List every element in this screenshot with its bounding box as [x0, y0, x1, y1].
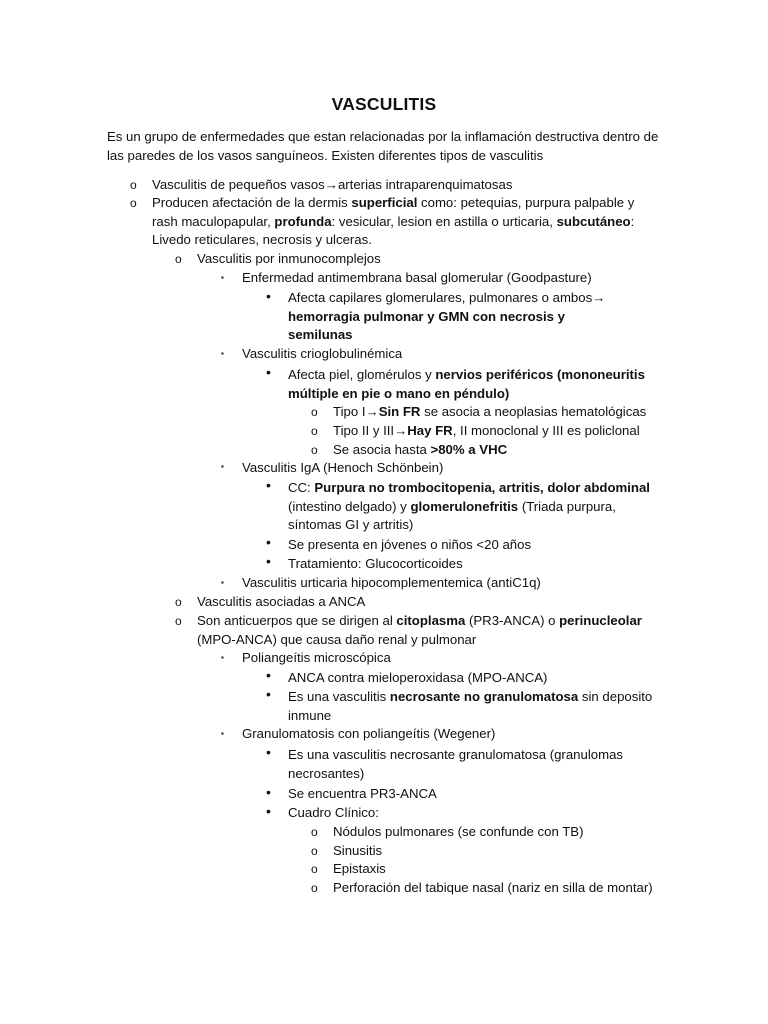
list-item-poliangeitis: Poliangeítis microscópica — [242, 650, 391, 665]
list-item-tipo-ii-iii: Tipo II y III→Hay FR, II monoclonal y III es policlonal — [333, 422, 683, 441]
list-item-inmunocomplejos: Vasculitis por inmunocomplejos — [197, 251, 381, 266]
list-item-clinico: Perforación del tabique nasal (nariz en silla de montar) — [333, 880, 653, 895]
intro-paragraph: Es un grupo de enfermedades que estan relacionadas por la inflamación destructiva dentro de las paredes de los vasos sanguíneos. Existen diferentes tipos de vasculitis — [107, 129, 659, 163]
square-bullet-icon: ▪ — [221, 653, 224, 662]
list-item-gpa-pr3: Se encuentra PR3-ANCA — [288, 786, 437, 801]
dot-bullet-icon: • — [266, 744, 271, 760]
arrow-icon: → — [324, 177, 338, 192]
list-item-iga-cc: CC: Purpura no trombocitopenia, artritis, dolor abdominal (intestino delgado) y glomerulonefritis (Triada purpura, síntomas GI y artritis) — [288, 480, 650, 533]
dot-bullet-icon: • — [266, 364, 271, 380]
list-item-tipo-i: Tipo I→Sin FR se asocia a neoplasias hematológicas — [333, 403, 683, 422]
dot-bullet-icon: • — [266, 803, 271, 819]
square-bullet-icon: ▪ — [221, 462, 224, 471]
circle-bullet-icon: o — [311, 825, 318, 839]
circle-bullet-icon: o — [311, 424, 318, 438]
list-item-gpa-cuadro: Cuadro Clínico: — [288, 805, 379, 820]
arrow-icon: → — [592, 290, 606, 305]
circle-bullet-icon: o — [175, 614, 182, 628]
list-item-pequenos-vasos: Vasculitis de pequeños vasos→arterias intraparenquimatosas — [152, 176, 672, 195]
list-item-goodpasture: Enfermedad antimembrana basal glomerular (Goodpasture) — [242, 270, 592, 285]
list-item-producen: Producen afectación de la dermis superficial como: petequias, purpura palpable y rash maculopapular, profunda: vesicular, lesion en astilla o urticaria, subcutáneo: Livedo reticulares, necrosis y ulceras. — [152, 195, 635, 248]
circle-bullet-icon: o — [130, 178, 137, 192]
arrow-icon: → — [365, 404, 379, 419]
list-item-pam-necrosante: Es una vasculitis necrosante no granulomatosa sin deposito inmune — [288, 689, 653, 723]
list-item-granulomatosis: Granulomatosis con poliangeítis (Wegener) — [242, 726, 496, 741]
dot-bullet-icon: • — [266, 553, 271, 569]
list-item-iga: Vasculitis IgA (Henoch Schönbein) — [242, 460, 444, 475]
square-bullet-icon: ▪ — [221, 578, 224, 587]
circle-bullet-icon: o — [130, 196, 137, 210]
circle-bullet-icon: o — [175, 252, 182, 266]
list-item-iga-tratamiento: Tratamiento: Glucocorticoides — [288, 556, 463, 571]
circle-bullet-icon: o — [311, 862, 318, 876]
circle-bullet-icon: o — [311, 443, 318, 457]
list-item-goodpasture-afecta: Afecta capilares glomerulares, pulmonares o ambos→hemorragia pulmonar y GMN con necrosis y semilunas — [288, 290, 606, 343]
list-item-clinico: Nódulos pulmonares (se confunde con TB) — [333, 824, 584, 839]
page-title: VASCULITIS — [331, 94, 437, 114]
list-item-clinico: Epistaxis — [333, 861, 386, 876]
square-bullet-icon: ▪ — [221, 349, 224, 358]
circle-bullet-icon: o — [311, 405, 318, 419]
list-item-gpa-necrosante: Es una vasculitis necrosante granulomatosa (granulomas necrosantes) — [288, 747, 623, 781]
list-item-crioglobulinemica: Vasculitis crioglobulinémica — [242, 346, 403, 361]
dot-bullet-icon: • — [266, 288, 271, 304]
list-item-clinico: Sinusitis — [333, 843, 383, 858]
circle-bullet-icon: o — [311, 881, 318, 895]
arrow-icon: → — [394, 423, 408, 438]
dot-bullet-icon: • — [266, 686, 271, 702]
list-item-crio-afecta: Afecta piel, glomérulos y nervios periféricos (mononeuritis múltiple en pie o mano en péndulo) — [288, 367, 645, 401]
list-item-urticaria: Vasculitis urticaria hipocomplementemica (antiC1q) — [242, 575, 541, 590]
list-item-anca: Vasculitis asociadas a ANCA — [197, 594, 366, 609]
dot-bullet-icon: • — [266, 667, 271, 683]
list-item-vhc: Se asocia hasta >80% a VHC — [333, 442, 508, 457]
square-bullet-icon: ▪ — [221, 729, 224, 738]
square-bullet-icon: ▪ — [221, 273, 224, 282]
list-item-iga-jovenes: Se presenta en jóvenes o niños <20 años — [288, 537, 532, 552]
list-item-anticuerpos: Son anticuerpos que se dirigen al citoplasma (PR3-ANCA) o perinucleolar (MPO-ANCA) que causa daño renal y pulmonar — [197, 613, 642, 647]
list-item-pam-mpo: ANCA contra mieloperoxidasa (MPO-ANCA) — [288, 670, 548, 685]
dot-bullet-icon: • — [266, 534, 271, 550]
dot-bullet-icon: • — [266, 477, 271, 493]
circle-bullet-icon: o — [175, 595, 182, 609]
dot-bullet-icon: • — [266, 784, 271, 800]
circle-bullet-icon: o — [311, 844, 318, 858]
